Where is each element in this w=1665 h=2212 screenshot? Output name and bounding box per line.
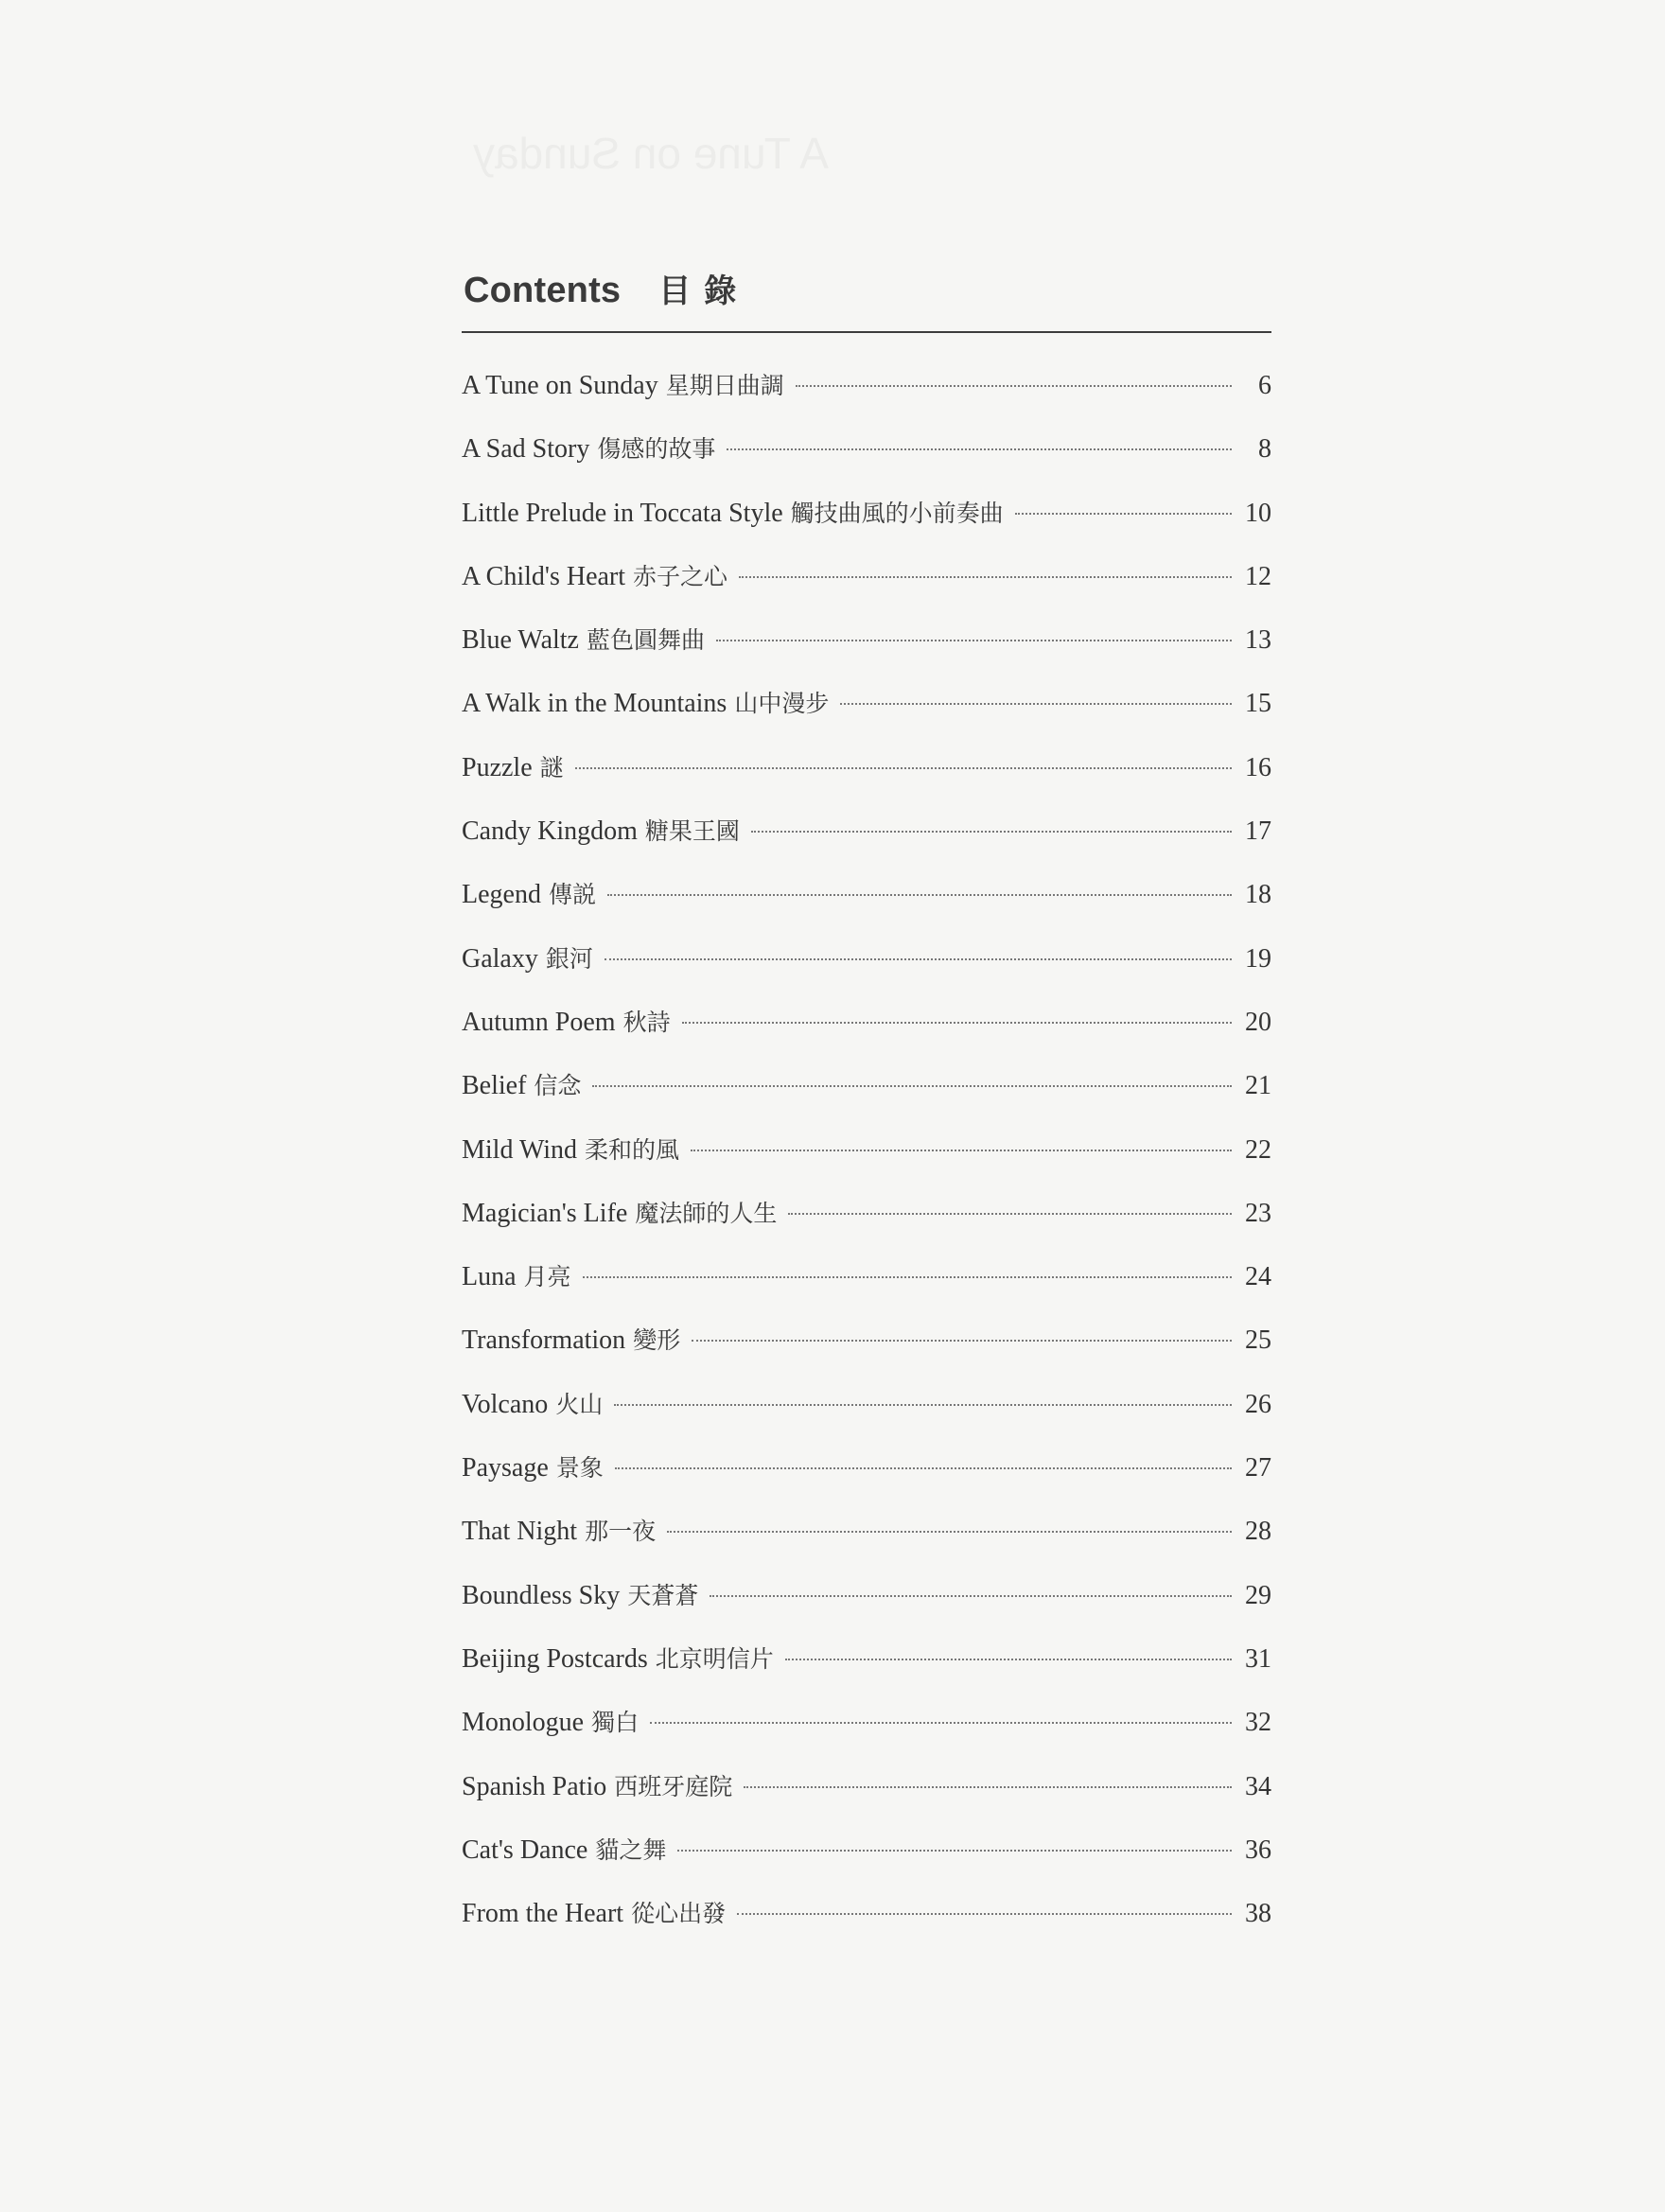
entry-title-chinese: 山中漫步 [734, 690, 830, 718]
entry-title: Belief [462, 1071, 527, 1101]
dot-leader [650, 1722, 1232, 1724]
entry-page-number: 32 [1245, 1708, 1271, 1738]
entry-title: Transformation [462, 1325, 626, 1356]
dot-leader [716, 640, 1232, 641]
toc-entry [462, 1004, 1271, 1067]
entry-page-number: 19 [1245, 943, 1271, 974]
toc-entry [462, 1449, 1271, 1513]
entry-title-chinese: 謎 [539, 753, 564, 781]
entry-title: Paysage [462, 1453, 549, 1483]
dot-leader [615, 1467, 1232, 1469]
entry-page-number: 15 [1245, 689, 1271, 719]
dot-leader [682, 1022, 1232, 1024]
entry-page-number: 24 [1245, 1262, 1271, 1292]
entry-title: A Tune on Sunday [462, 371, 658, 400]
entry-title: Volcano [462, 1389, 549, 1419]
header-divider [462, 331, 1271, 333]
toc-entry [462, 1895, 1271, 1958]
page-title: Contents [464, 271, 622, 310]
toc-entry [462, 1832, 1271, 1895]
entry-title-chinese: 貓之舞 [595, 1835, 667, 1864]
dot-leader [744, 1786, 1232, 1788]
toc-entry [462, 1132, 1271, 1195]
dot-leader [575, 767, 1232, 769]
entry-page-number: 21 [1245, 1071, 1271, 1101]
dot-leader [739, 576, 1232, 578]
entry-title-chinese: 柔和的風 [585, 1135, 680, 1164]
dot-leader [727, 448, 1232, 450]
entry-title: Puzzle [462, 752, 533, 782]
entry-title-chinese: 藍色圓舞曲 [586, 626, 705, 655]
toc-entry [462, 1577, 1271, 1641]
toc-entry [462, 685, 1271, 748]
entry-page-number: 8 [1258, 434, 1271, 465]
toc-entry [462, 749, 1271, 813]
entry-page-number: 27 [1245, 1453, 1271, 1483]
toc-entry [462, 367, 1271, 430]
table-of-contents [462, 265, 1275, 1958]
toc-header [462, 265, 1275, 325]
toc-entry [462, 876, 1271, 939]
entry-title-chinese: 從心出發 [631, 1900, 727, 1928]
dot-leader [1015, 513, 1232, 515]
entry-title: A Child's Heart [462, 561, 626, 591]
dot-leader [592, 1085, 1232, 1087]
entry-title-chinese: 天蒼蒼 [627, 1581, 699, 1609]
toc-entry [462, 1067, 1271, 1131]
entry-title: Candy Kingdom [462, 816, 638, 847]
entry-title: A Walk in the Mountains [462, 689, 727, 719]
toc-entry [462, 495, 1271, 558]
entry-title-chinese: 星期日曲調 [665, 372, 784, 399]
dot-leader [710, 1595, 1232, 1597]
entry-title-chinese: 糖果王國 [644, 817, 740, 846]
entry-title: Boundless Sky [462, 1580, 621, 1610]
toc-entry [462, 940, 1271, 1004]
toc-entry [462, 1322, 1271, 1385]
bleed-through-text: A Tune on Sunday [473, 129, 829, 178]
entry-title-chinese: 月亮 [523, 1263, 571, 1291]
toc-entry [462, 622, 1271, 685]
entry-page-number: 17 [1245, 816, 1271, 847]
entry-title-chinese: 傷感的故事 [597, 435, 716, 464]
entry-title: Mild Wind [462, 1134, 578, 1165]
entry-title: Spanish Patio [462, 1771, 607, 1801]
dot-leader [607, 894, 1232, 896]
entry-page-number: 29 [1245, 1580, 1271, 1610]
entry-title-chinese: 西班牙庭院 [614, 1772, 733, 1800]
dot-leader [785, 1659, 1232, 1660]
entry-title: That Night [462, 1517, 578, 1547]
entry-title-chinese: 獨白 [591, 1709, 640, 1737]
entry-title: A Sad Story [462, 434, 590, 465]
toc-list [462, 367, 1275, 1958]
toc-entry [462, 1386, 1271, 1449]
entry-page-number: 13 [1245, 625, 1271, 656]
dot-leader [840, 703, 1232, 705]
entry-page-number: 20 [1245, 1007, 1271, 1037]
entry-page-number: 31 [1245, 1643, 1271, 1674]
entry-title-chinese: 秋詩 [622, 1008, 671, 1036]
entry-title-chinese: 火山 [555, 1390, 604, 1418]
entry-page-number: 38 [1245, 1899, 1271, 1929]
page-title-chinese: 目錄 [658, 272, 750, 310]
entry-title-chinese: 變形 [633, 1326, 681, 1355]
entry-title: Legend [462, 880, 541, 910]
entry-title: From the Heart [462, 1899, 624, 1929]
entry-title-chinese: 傳説 [548, 881, 596, 909]
toc-entry [462, 1513, 1271, 1576]
entry-page-number: 18 [1245, 880, 1271, 910]
dot-leader [614, 1404, 1232, 1406]
dot-leader [751, 831, 1232, 833]
entry-title-chinese: 赤子之心 [633, 562, 728, 590]
entry-title-chinese: 那一夜 [585, 1518, 657, 1546]
toc-entry [462, 1704, 1271, 1767]
toc-entry [462, 1258, 1271, 1322]
entry-title: Cat's Dance [462, 1835, 588, 1865]
entry-title-chinese: 景象 [555, 1454, 604, 1483]
entry-page-number: 22 [1245, 1134, 1271, 1165]
entry-page-number: 36 [1245, 1835, 1271, 1865]
dot-leader [605, 958, 1232, 960]
entry-title-chinese: 魔法師的人生 [635, 1199, 778, 1227]
entry-title: Little Prelude in Toccata Style [462, 498, 783, 528]
toc-entry [462, 813, 1271, 876]
dot-leader [692, 1340, 1232, 1342]
toc-entry [462, 1195, 1271, 1258]
entry-page-number: 26 [1245, 1389, 1271, 1419]
dot-leader [583, 1276, 1232, 1278]
entry-title: Beijing Postcards [462, 1643, 648, 1674]
entry-page-number: 28 [1245, 1517, 1271, 1547]
dot-leader [796, 385, 1232, 387]
dot-leader [667, 1531, 1232, 1533]
entry-page-number: 6 [1258, 371, 1271, 400]
toc-entry [462, 430, 1271, 494]
entry-page-number: 34 [1245, 1771, 1271, 1801]
entry-page-number: 10 [1245, 498, 1271, 528]
entry-title: Galaxy [462, 943, 538, 974]
toc-entry [462, 1641, 1271, 1704]
entry-title: Luna [462, 1262, 517, 1292]
entry-page-number: 16 [1245, 752, 1271, 782]
entry-title-chinese: 信念 [534, 1072, 582, 1100]
dot-leader [737, 1913, 1232, 1915]
entry-title-chinese: 觸技曲風的小前奏曲 [790, 499, 1004, 527]
toc-entry [462, 1768, 1271, 1832]
entry-title: Autumn Poem [462, 1007, 616, 1037]
entry-page-number: 25 [1245, 1325, 1271, 1356]
dot-leader [691, 1150, 1232, 1151]
dot-leader [788, 1213, 1232, 1215]
dot-leader [677, 1850, 1232, 1852]
toc-entry [462, 558, 1271, 622]
entry-title: Magician's Life [462, 1198, 628, 1228]
entry-title: Blue Waltz [462, 625, 579, 656]
entry-page-number: 12 [1245, 561, 1271, 591]
entry-title-chinese: 北京明信片 [655, 1644, 774, 1673]
entry-page-number: 23 [1245, 1198, 1271, 1228]
entry-title: Monologue [462, 1708, 585, 1738]
entry-title-chinese: 銀河 [545, 944, 593, 973]
